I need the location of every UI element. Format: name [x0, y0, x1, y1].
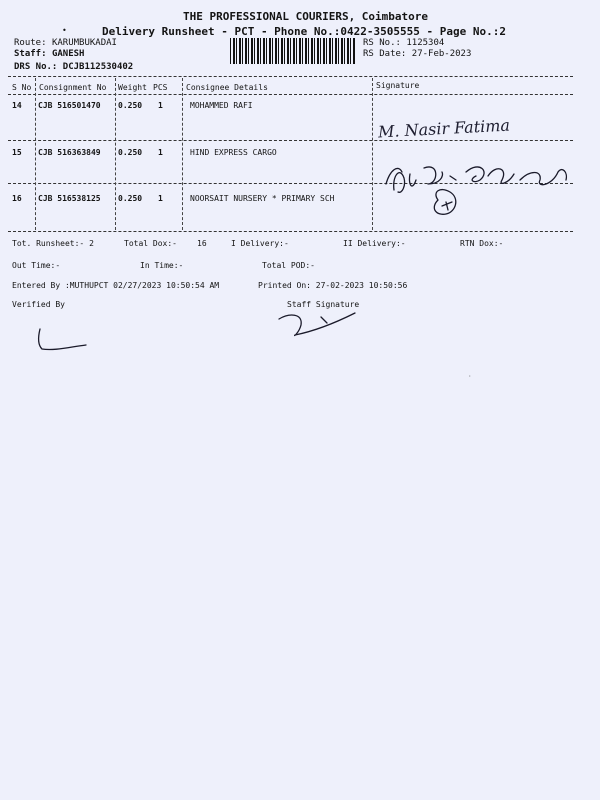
total-runsheet: Tot. Runsheet:- 2 [12, 239, 94, 248]
col-header-consignee: Consignee Details [186, 83, 268, 92]
drs-value: DCJB112530402 [62, 62, 134, 72]
table-bottom-rule [8, 231, 573, 232]
table-row-16-consignee: NOORSAIT NURSERY * PRIMARY SCH [190, 194, 335, 203]
table-row-15-weight: 0.250 [118, 148, 143, 157]
route-line [14, 38, 117, 48]
total-dox-label: Total Dox:- [124, 239, 177, 248]
stray-mark: • [62, 26, 67, 35]
rs-date-label: RS Date: [363, 49, 407, 59]
table-row-14-pcs: 1 [158, 101, 163, 110]
company-title: THE PROFESSIONAL COURIERS, Coimbatore [183, 10, 429, 23]
rs-date-line [363, 49, 471, 59]
table-row-16-pcs: 1 [158, 194, 163, 203]
barcode [230, 38, 356, 64]
row-divider [8, 140, 573, 141]
col-header-pcs: PCS [153, 83, 168, 92]
table-top-rule [8, 76, 573, 77]
stray-mark: · [468, 373, 472, 380]
column-divider [35, 78, 36, 230]
route-value: KARUMBUKADAI [51, 38, 117, 48]
staff-label: Staff: [14, 49, 47, 59]
drs-label: DRS No.: [14, 62, 58, 72]
table-row-15-consignee: HIND EXPRESS CARGO [190, 148, 277, 157]
table-row-14-weight: 0.250 [118, 101, 143, 110]
total-pod: Total POD:- [262, 261, 315, 270]
col-header-weight: Weight [118, 83, 147, 92]
header-bottom-rule [8, 94, 573, 95]
i-delivery: I Delivery:- [231, 239, 289, 248]
ii-delivery: II Delivery:- [343, 239, 406, 248]
staff-value: GANESH [51, 49, 85, 59]
col-header-consignment: Consignment No [39, 83, 107, 92]
printed-on: Printed On: 27-02-2023 10:50:56 [258, 281, 408, 290]
entered-by: Entered By :MUTHUPCT 02/27/2023 10:50:54 AM [12, 281, 220, 290]
rs-no-line [363, 38, 444, 48]
table-row-15-sno: 15 [12, 148, 22, 157]
table-row-14-consignment: CJB 516501470 [38, 101, 101, 110]
col-header-signature: Signature [376, 81, 420, 90]
column-divider [115, 78, 116, 230]
table-row-15-pcs: 1 [158, 148, 163, 157]
table-row-15-consignment: CJB 516363849 [38, 148, 101, 157]
column-divider [182, 78, 183, 230]
total-dox-value: 16 [197, 239, 207, 248]
verified-by-label: Verified By [12, 300, 65, 309]
table-row-14-consignee: MOHAMMED RAFI [190, 101, 253, 110]
table-row-16-consignment: CJB 516538125 [38, 194, 101, 203]
staff-signature-mark [275, 303, 365, 343]
in-time: In Time:- [140, 261, 184, 270]
staff-signature-label: Staff Signature [287, 300, 360, 309]
route-label: Route: [14, 38, 47, 48]
column-divider [372, 78, 373, 230]
drs-line [14, 62, 133, 72]
table-row-16-weight: 0.250 [118, 194, 143, 203]
table-row-14-sno: 14 [12, 101, 22, 110]
staff-line [14, 49, 84, 59]
rs-no-label: RS No.: [363, 38, 401, 48]
out-time: Out Time:- [12, 261, 61, 270]
table-row-16-sno: 16 [12, 194, 22, 203]
rs-date-value: 27-Feb-2023 [411, 49, 472, 59]
rtn-dox: RTN Dox:- [460, 239, 504, 248]
verified-signature-mark [30, 325, 100, 355]
col-header-sno: S No [12, 83, 32, 92]
runsheet-subtitle: Delivery Runsheet - PCT - Phone No.:0422-3505555 - Page No.:2 [102, 25, 506, 38]
row14-handwritten-signature: M. Nasir Fatima [377, 115, 511, 142]
rs-no-value: 1125304 [406, 38, 445, 48]
signature-scribble [380, 150, 580, 230]
